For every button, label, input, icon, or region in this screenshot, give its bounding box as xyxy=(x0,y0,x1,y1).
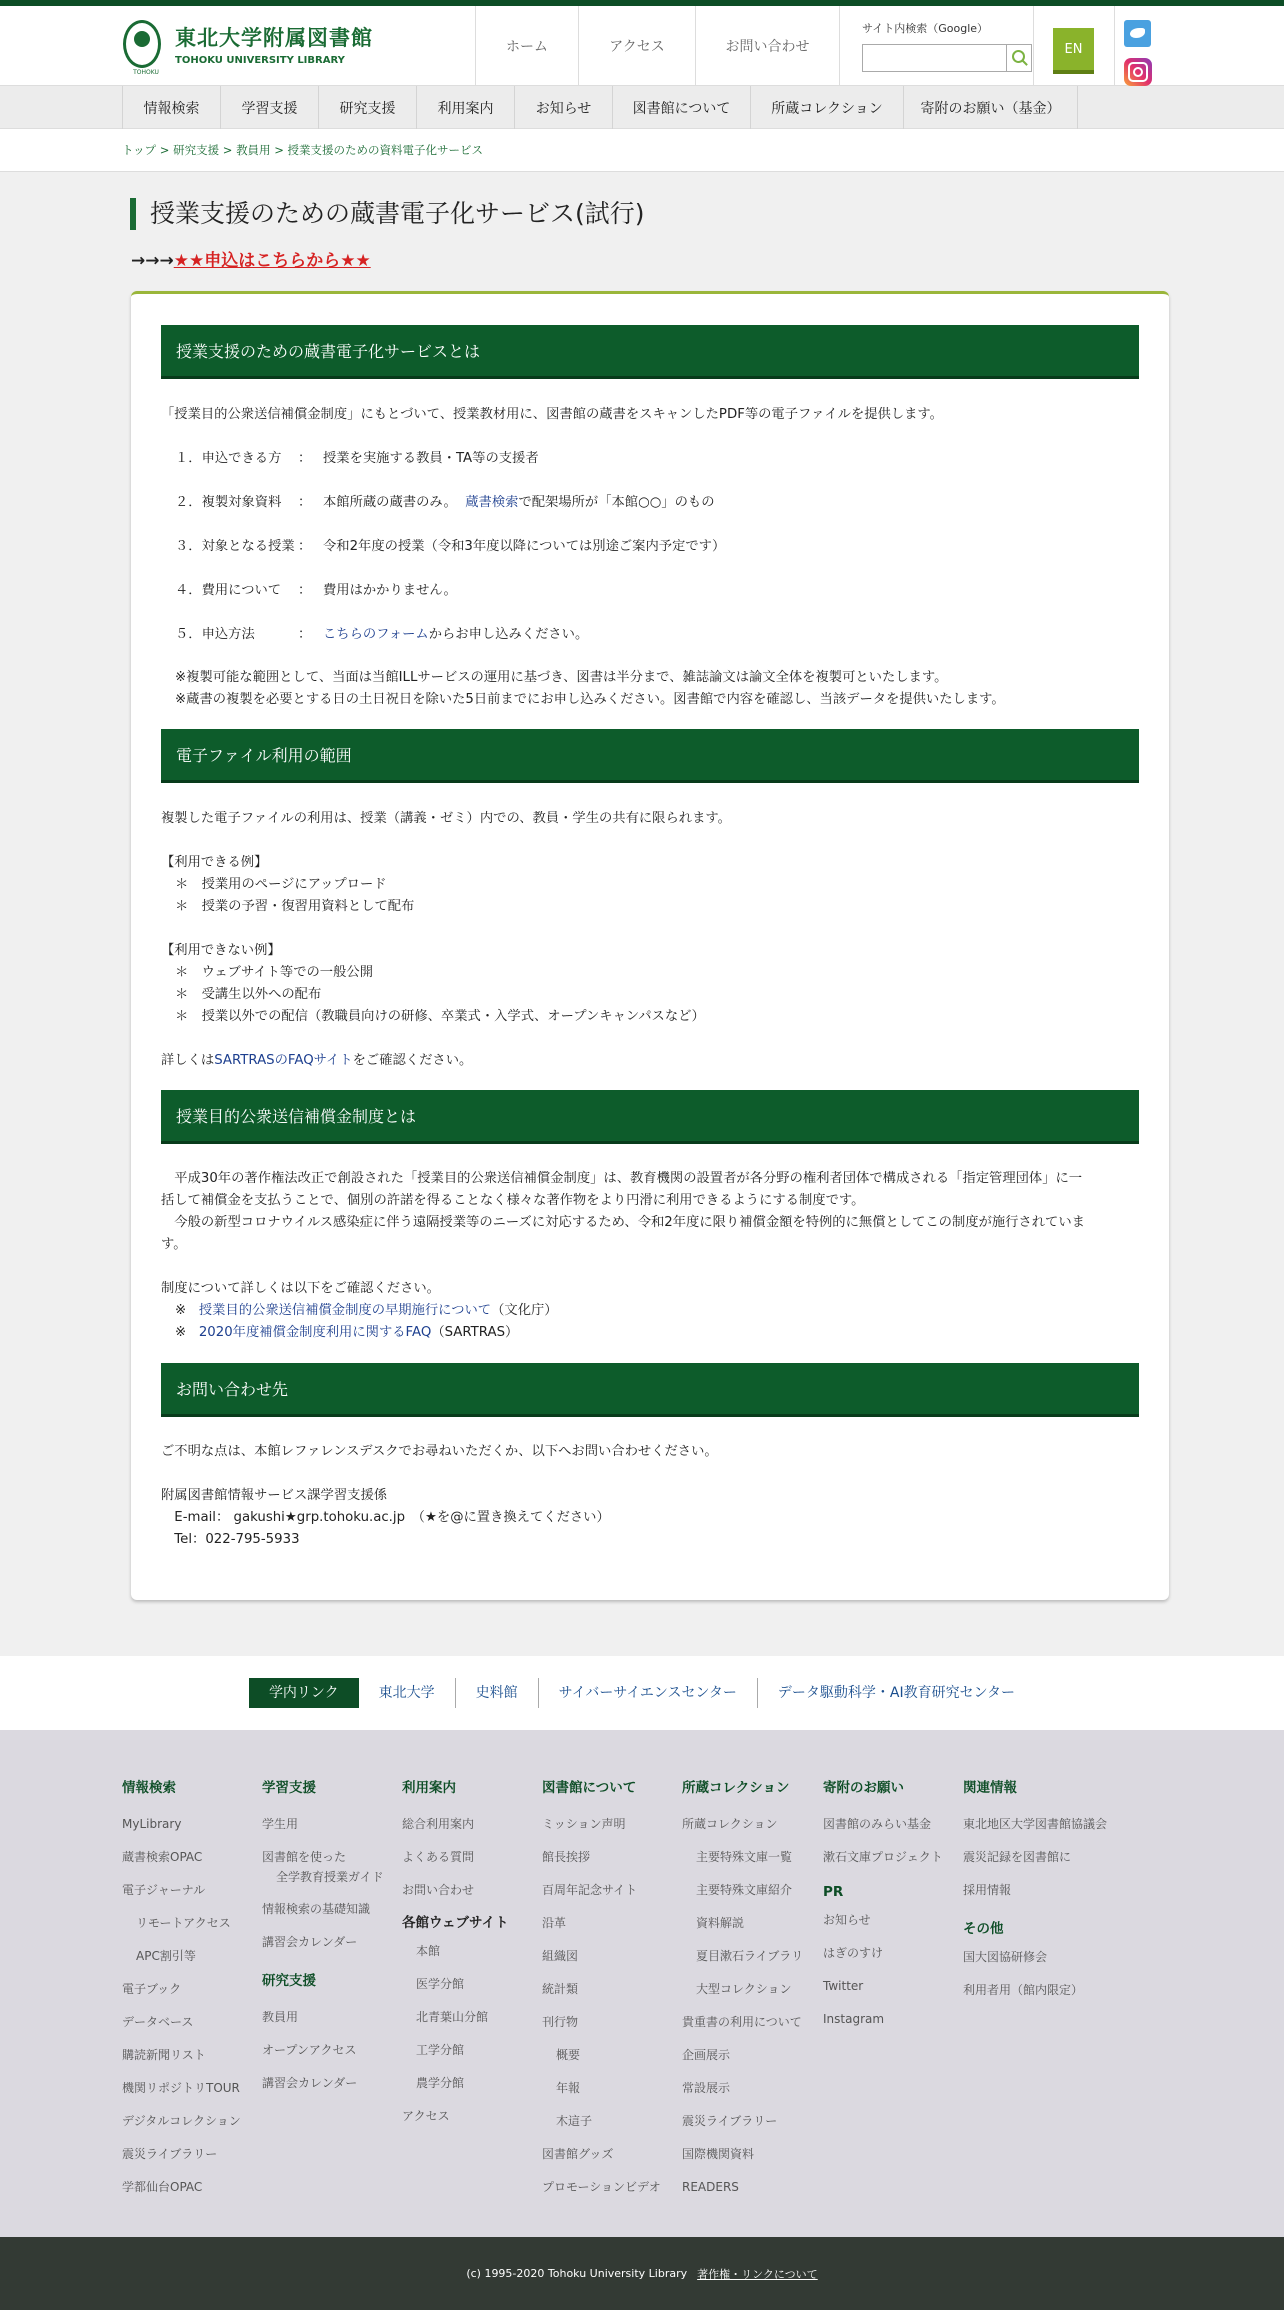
nav-collections[interactable]: 所蔵コレクション xyxy=(750,86,903,129)
sitemap-link[interactable]: 電子ブック xyxy=(122,1982,182,1996)
bunka-link[interactable]: 授業目的公衆送信補償金制度の早期施行について xyxy=(198,1303,492,1318)
sitemap-link[interactable]: Twitter xyxy=(823,1979,864,1993)
apply-arrows: →→→ xyxy=(131,251,174,271)
copyright-text: (c) 1995-2020 Tohoku University Library xyxy=(466,2267,688,2280)
breadcrumb-faculty[interactable]: 教員用 xyxy=(236,143,271,157)
search-icon[interactable] xyxy=(1007,44,1032,72)
sitemap-link[interactable]: 総合利用案内 xyxy=(402,1817,475,1831)
sitemap-link[interactable]: 図書館グッズ xyxy=(542,2147,614,2161)
instagram-icon[interactable] xyxy=(1124,58,1152,86)
item4-label: ４．費用について xyxy=(175,583,282,598)
sitemap-link[interactable]: ミッション声明 xyxy=(542,1817,626,1831)
system-para2-line2: す。 xyxy=(161,1237,187,1252)
sitemap-link[interactable]: 刊行物 xyxy=(542,2015,579,2029)
item1-colon: ： xyxy=(298,451,312,466)
sitemap-link[interactable]: 所蔵コレクション xyxy=(682,1817,778,1831)
footer-link-cyberscience[interactable]: サイバーサイエンスセンター xyxy=(539,1678,758,1708)
link-mark-1: ※ xyxy=(175,1303,187,1318)
sitemap-link[interactable]: 概要 xyxy=(556,2048,581,2062)
item3-colon: ： xyxy=(298,539,312,554)
sitemap-link[interactable]: 電子ジャーナル xyxy=(122,1883,206,1897)
disallowed-item-1: ＊ ウェブサイト等での一般公開 xyxy=(175,965,373,980)
usage-more xyxy=(161,1049,472,1068)
section-heading-system: 授業目的公衆送信補償金制度とは xyxy=(161,1090,1139,1144)
contact-email: E-mail： gakushi★grp.tohoku.ac.jp （★を@に置き換えてください） xyxy=(161,1510,610,1525)
footer-link-bar xyxy=(0,1656,1284,1730)
usage-more-post: をご確認ください。 xyxy=(352,1053,473,1068)
topnav-home[interactable]: ホーム xyxy=(475,6,578,86)
copyright-bar xyxy=(0,2237,1284,2310)
sitemap-col-guide xyxy=(402,1776,509,2133)
sitemap-link[interactable]: 蔵書検索OPAC xyxy=(122,1850,203,1864)
breadcrumb-top[interactable]: トップ xyxy=(122,143,157,157)
usage-more-pre: 詳しくは xyxy=(161,1053,215,1068)
item5-value-post: からお申し込みください。 xyxy=(428,627,589,642)
item5-colon: ： xyxy=(298,627,312,642)
sitemap-col-collections xyxy=(682,1776,803,2204)
sitemap-link[interactable]: 漱石文庫プロジェクト xyxy=(823,1850,943,1864)
application-form-link[interactable]: こちらのフォーム xyxy=(323,627,429,642)
sitemap-link[interactable]: 貴重書の利用について xyxy=(682,2015,802,2029)
sitemap-col-about xyxy=(542,1776,661,2204)
sitemap-heading[interactable]: 学習支援 xyxy=(262,1780,316,1796)
sitemap-link[interactable]: 全学教育授業ガイド xyxy=(276,1870,384,1884)
sitemap-link[interactable]: オープンアクセス xyxy=(262,2043,357,2057)
sartras-faq-link[interactable]: SARTRASのFAQサイト xyxy=(214,1053,353,1068)
sitemap-heading[interactable]: 利用案内 xyxy=(402,1780,456,1796)
allowed-item-2: ＊ 授業の予習・復習用資料として配布 xyxy=(175,899,415,914)
system-link-row-1 xyxy=(175,1299,558,1318)
contact-intro: ご不明な点は、本館レファレンスデスクでお尋ねいただくか、以下へお問い合わせください。 xyxy=(161,1444,718,1459)
system-para1-line1: 平成30年の著作権法改正で創設された「授業目的公衆送信補償金制度」は、教育機関の設置者が各分野の権利者団体で構成される「指定管理団体」に一 xyxy=(161,1171,1083,1186)
sitemap-link[interactable]: アクセス xyxy=(402,2109,450,2123)
disallowed-item-3: ＊ 授業以外での配信（教職員向けの研修、卒業式・入学式、オープンキャンパスなど） xyxy=(175,1009,705,1024)
link-mark-2: ※ xyxy=(175,1325,187,1340)
sitemap-link[interactable]: 学生用 xyxy=(262,1817,299,1831)
sitemap-col-related xyxy=(963,1776,1107,2007)
site-logo[interactable] xyxy=(123,20,373,76)
item3-label: ３．対象となる授業 xyxy=(175,539,295,554)
sitemap-link[interactable]: 震災ライブラリー xyxy=(122,2147,218,2161)
sitemap-link[interactable]: 国大図協研修会 xyxy=(963,1950,1048,1964)
sitemap-heading[interactable]: 情報検索 xyxy=(122,1780,176,1796)
sitemap-heading[interactable]: 寄附のお願い xyxy=(823,1780,904,1796)
item2-colon: ： xyxy=(298,495,312,510)
sitemap-link[interactable]: 常設展示 xyxy=(682,2081,731,2095)
sartras-2020-faq-link[interactable]: 2020年度補償金制度利用に関するFAQ xyxy=(198,1325,432,1340)
sitemap-link[interactable]: 購読新聞リスト xyxy=(122,2048,206,2062)
link-suffix-1: （文化庁） xyxy=(491,1303,558,1318)
main-nav xyxy=(0,86,1284,129)
sitemap-heading[interactable]: PR xyxy=(823,1884,844,1900)
sitemap-link[interactable]: 木這子 xyxy=(556,2114,593,2128)
sitemap-link[interactable]: データベース xyxy=(122,2015,194,2029)
sitemap-link[interactable]: 国際機関資料 xyxy=(682,2147,755,2161)
system-link-row-2 xyxy=(175,1321,518,1340)
search-label: サイト内検索（Google） xyxy=(862,22,989,35)
twitter-icon[interactable] xyxy=(1124,20,1151,47)
allowed-item-1: ＊ 授業用のページにアップロード xyxy=(175,877,387,892)
nav-donation[interactable]: 寄附のお願い（基金） xyxy=(903,86,1078,129)
item2-label: ２．複製対象資料 xyxy=(175,495,282,510)
logo-title-en: TOHOKU UNIVERSITY LIBRARY xyxy=(175,55,345,66)
sitemap-link[interactable]: 震災ライブラリー xyxy=(682,2114,778,2128)
link-suffix-2: （SARTRAS） xyxy=(431,1325,519,1340)
item2-value-pre: 本館所蔵の蔵書のみ。 xyxy=(323,495,457,510)
sitemap xyxy=(0,1730,1284,2237)
sitemap-link[interactable]: お知らせ xyxy=(823,1913,871,1927)
sitemap-link[interactable]: 講習会カレンダー xyxy=(262,2076,358,2090)
sitemap-link[interactable]: プロモーションビデオ xyxy=(542,2180,661,2194)
sitemap-link[interactable]: 利用者用（館内限定） xyxy=(963,1983,1084,1997)
sitemap-heading[interactable]: 図書館について xyxy=(542,1780,637,1796)
sitemap-link[interactable]: よくある質問 xyxy=(402,1850,475,1864)
item4-value: 費用はかかりません。 xyxy=(323,583,457,598)
item3-value: 令和2年度の授業（令和3年度以降については別途ご案内予定です） xyxy=(323,539,726,554)
sitemap-link[interactable]: 工学分館 xyxy=(416,2043,465,2057)
sitemap-heading[interactable]: 各館ウェブサイト xyxy=(402,1915,509,1931)
logo-title-jp: 東北大学附属図書館 xyxy=(175,26,373,50)
usage-intro: 複製した電子ファイルの利用は、授業（講義・ゼミ）内での、教員・学生の共有に限られます。 xyxy=(161,811,731,826)
sitemap-link[interactable]: 館長挨拶 xyxy=(542,1850,591,1864)
item2-value xyxy=(323,491,715,510)
content-card xyxy=(131,291,1169,1600)
section-heading-contact: お問い合わせ先 xyxy=(161,1363,1139,1417)
sitemap-link[interactable]: APC割引等 xyxy=(136,1949,196,1963)
sitemap-link[interactable]: 主要特殊文庫紹介 xyxy=(696,1883,793,1897)
section-heading-service: 授業支援のための蔵書電子化サービスとは xyxy=(161,325,1139,379)
sitemap-link[interactable]: 夏目漱石ライブラリ xyxy=(696,1949,804,1963)
sitemap-link[interactable]: 図書館のみらい基金 xyxy=(823,1817,932,1831)
sitemap-link[interactable]: 情報検索の基礎知識 xyxy=(262,1902,371,1916)
topnav-contact[interactable]: お問い合わせ xyxy=(695,6,840,86)
service-intro: 「授業目的公衆送信補償金制度」にもとづいて、授業教材用に、図書館の蔵書をスキャンしたPDF等の電子ファイルを提供します。 xyxy=(161,407,943,422)
breadcrumb: トップ > 研究支援 > 教員用 > 授業支援のための資料電子化サービス xyxy=(0,129,1284,172)
logo-caption: TOHOKU xyxy=(133,69,159,76)
sitemap-link[interactable]: 震災記録を図書館に xyxy=(963,1850,1072,1864)
sitemap-col-donation xyxy=(823,1776,943,2036)
search-input[interactable] xyxy=(862,44,1007,72)
footer-campus-links[interactable]: 学内リンク xyxy=(249,1678,359,1708)
apply-link[interactable]: ★★申込はこちらから★★ xyxy=(173,251,371,271)
sitemap-link[interactable]: 統計類 xyxy=(542,1982,579,1996)
sitemap-col-search xyxy=(122,1776,241,2204)
sitemap-link[interactable]: 教員用 xyxy=(262,2010,299,2024)
nav-learning[interactable]: 学習支援 xyxy=(220,86,318,129)
disallowed-item-2: ＊ 受講生以外への配布 xyxy=(175,987,322,1002)
note-deadline: ※蔵書の複製を必要とする日の土日祝日を除いた5日前までにお申し込みください。図書館で内容を確認し、当該データを提供いたします。 xyxy=(175,692,1005,707)
system-para1-line2: 括して補償金を支払うことで、個別の許諾を得ることなく様々な著作物をより円滑に利用できるようにする制度です。 xyxy=(161,1193,865,1208)
breadcrumb-current: 授業支援のための資料電子化サービス xyxy=(287,143,484,157)
copyright-link[interactable]: 著作権・リンクについて xyxy=(697,2267,818,2281)
sitemap-link[interactable]: 機関リポジトリTOUR xyxy=(122,2081,240,2095)
sitemap-link[interactable]: 学都仙台OPAC xyxy=(122,2180,203,2194)
opac-link[interactable]: 蔵書検索 xyxy=(465,495,519,510)
page-title: 授業支援のための蔵書電子化サービス(試行) xyxy=(130,198,645,230)
item5-value xyxy=(323,623,588,642)
sitemap-col-learning xyxy=(262,1776,384,2100)
sitemap-link[interactable]: 主要特殊文庫一覧 xyxy=(696,1850,793,1864)
university-emblem-icon xyxy=(123,20,161,76)
sitemap-link[interactable]: MyLibrary xyxy=(122,1817,182,1831)
footer-link-archives[interactable]: 史料館 xyxy=(456,1678,539,1708)
footer-link-tohoku[interactable]: 東北大学 xyxy=(359,1678,456,1708)
sitemap-heading[interactable]: 関連情報 xyxy=(963,1780,1017,1796)
contact-tel: Tel：022-795-5933 xyxy=(161,1532,300,1547)
breadcrumb-research[interactable]: 研究支援 xyxy=(173,143,220,157)
item2-value-post: で配架場所が「本館○○」のもの xyxy=(518,495,715,510)
sitemap-heading[interactable]: その他 xyxy=(963,1921,1004,1937)
sitemap-link[interactable]: 本館 xyxy=(416,1944,441,1958)
sitemap-link[interactable]: リモートアクセス xyxy=(136,1916,231,1930)
nav-news[interactable]: お知らせ xyxy=(514,86,612,129)
sitemap-heading[interactable]: 所蔵コレクション xyxy=(682,1780,790,1796)
sitemap-link[interactable]: デジタルコレクション xyxy=(122,2114,241,2128)
sitemap-link[interactable]: お問い合わせ xyxy=(402,1883,475,1897)
sitemap-link[interactable]: 医学分館 xyxy=(416,1977,465,1991)
sitemap-link[interactable]: 採用情報 xyxy=(963,1883,1012,1897)
note-scope: ※複製可能な範囲として、当面は当館ILLサービスの運用に基づき、図書は半分まで、雑誌論文は論文全体を複製可といたします。 xyxy=(175,670,948,685)
top-nav xyxy=(475,6,840,86)
nav-about[interactable]: 図書館について xyxy=(612,86,750,129)
system-details: 制度について詳しくは以下をご確認ください。 xyxy=(161,1281,440,1296)
sitemap-link[interactable]: 年報 xyxy=(556,2081,581,2095)
footer-link-ai-center[interactable]: データ駆動科学・AI教育研究センター xyxy=(777,1685,1016,1701)
site-header xyxy=(0,6,1284,86)
sitemap-link[interactable]: Instagram xyxy=(823,2012,885,2026)
sitemap-link[interactable]: 企画展示 xyxy=(682,2048,731,2062)
sitemap-link[interactable]: READERS xyxy=(682,2180,739,2194)
english-button[interactable]: EN xyxy=(1053,28,1094,74)
sitemap-link[interactable]: 沿革 xyxy=(542,1916,567,1930)
sitemap-link[interactable]: 図書館を使った xyxy=(262,1850,347,1864)
item1-label: １．申込できる方 xyxy=(175,451,282,466)
sitemap-heading[interactable]: 研究支援 xyxy=(262,1973,316,1989)
nav-guide[interactable]: 利用案内 xyxy=(416,86,514,129)
item5-label: ５．申込方法 xyxy=(175,627,255,642)
sitemap-link[interactable]: 大型コレクション xyxy=(696,1982,792,1996)
sitemap-link[interactable]: 東北地区大学図書館協議会 xyxy=(963,1817,1108,1831)
item1-value: 授業を実施する教員・TA等の支援者 xyxy=(323,451,539,466)
sitemap-link[interactable]: 北青葉山分館 xyxy=(416,2010,489,2024)
topnav-access[interactable]: アクセス xyxy=(578,6,695,86)
section-heading-usage: 電子ファイル利用の範囲 xyxy=(161,729,1139,783)
allowed-title: 【利用できる例】 xyxy=(161,855,268,870)
sitemap-link[interactable]: 講習会カレンダー xyxy=(262,1935,358,1949)
nav-research[interactable]: 研究支援 xyxy=(318,86,416,129)
disallowed-title: 【利用できない例】 xyxy=(161,943,281,958)
sitemap-link[interactable]: 組織図 xyxy=(542,1949,579,1963)
sitemap-link[interactable]: はぎのすけ xyxy=(823,1946,884,1960)
nav-info-search[interactable]: 情報検索 xyxy=(122,86,220,129)
item4-colon: ： xyxy=(298,583,312,598)
sitemap-link[interactable]: 資料解説 xyxy=(696,1916,745,1930)
apply-line xyxy=(131,246,371,271)
sitemap-link[interactable]: 農学分館 xyxy=(416,2076,465,2090)
contact-dept: 附属図書館情報サービス課学習支援係 xyxy=(161,1488,388,1503)
system-para2-line1: 今般の新型コロナウイルス感染症に伴う遠隔授業等のニーズに対応するため、令和2年度に限り補償金額を特例的に無償としてこの制度が施行されていま xyxy=(161,1215,1085,1230)
sitemap-link[interactable]: 百周年記念サイト xyxy=(542,1883,638,1897)
